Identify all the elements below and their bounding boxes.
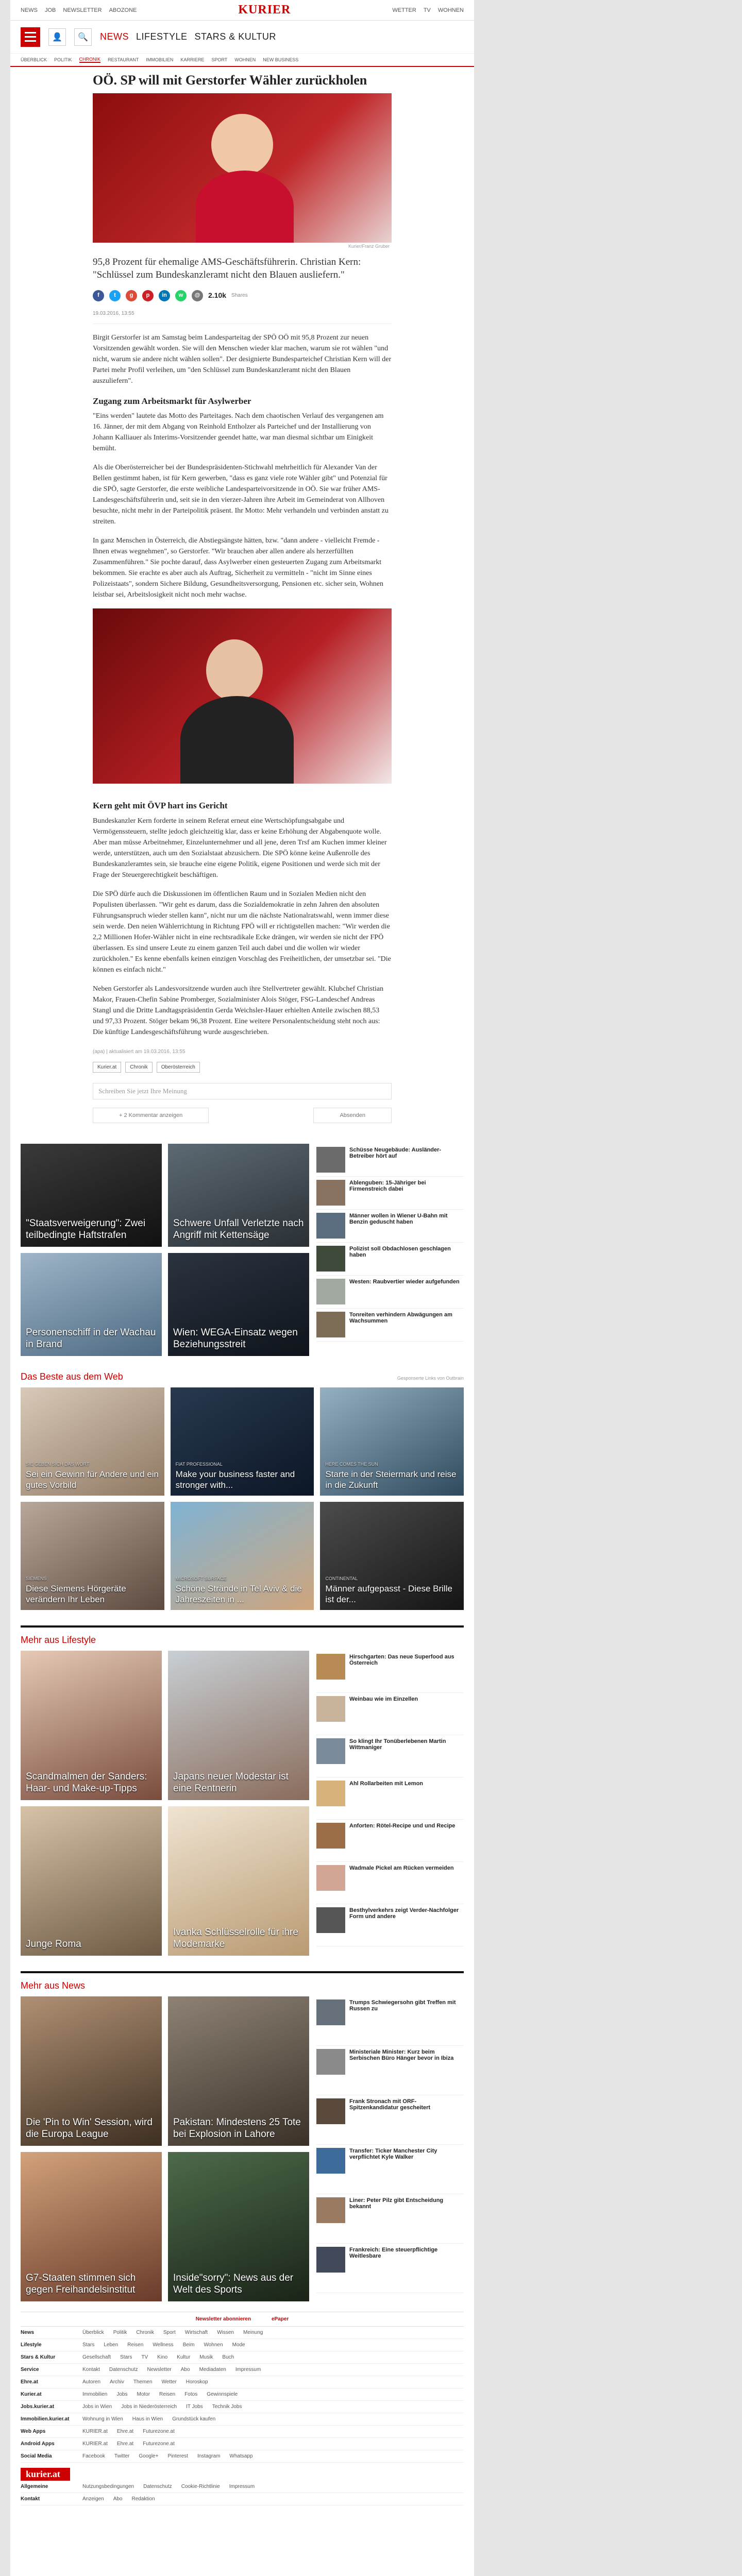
speaker-body-shape — [180, 696, 294, 784]
side-list-item[interactable] — [316, 1862, 464, 1904]
web-tile-label: SIEMENS — [26, 1576, 47, 1582]
footer-row — [21, 2450, 464, 2463]
footer-link[interactable]: Immobilien — [82, 2392, 108, 2398]
footer-link[interactable]: Twitter — [114, 2453, 130, 2460]
footer-link[interactable]: Datenschutz — [143, 2484, 172, 2490]
news-tile[interactable] — [168, 1996, 309, 2146]
footer-row-links — [82, 2416, 464, 2422]
nav-stars-kultur[interactable]: STARS & KULTUR — [194, 31, 276, 42]
side-list-item[interactable] — [316, 1996, 464, 2046]
footer-group-links — [82, 2496, 464, 2502]
article-paragraph: Bundeskanzler Kern forderte in seinem Referat erneut eine Wertschöpfungsabgabe und Vermögenssteuern, stellte jedoch gleichzeitig klar, dass er keine Erhöhung der Abgabenquote wolle. Aber man müsse Arbeitnehmer, Einzelunternehmer und all jene, deren Trsf am Kuchen immer kleiner werde, unterstützen, auch um den Sozialstaat abzusichern. Die SPÖ könne keine Außenrolle des Bundeskanzleramtes sein, sie brauche eine eigene Politik, eigene Positionen und werde sich mit der Frage der Steuergerechtigkeit beschäftigen. — [93, 817, 387, 879]
share-bar — [93, 290, 392, 301]
subnav-ueberblick[interactable]: ÜBERBLICK — [21, 57, 47, 62]
footer-link[interactable]: Newsletter — [147, 2367, 172, 2373]
top-link-tv[interactable]: TV — [423, 7, 431, 13]
web-tile-label: HERE COMES THE SUN — [325, 1462, 378, 1467]
web-tile-label: CONTINENTAL — [325, 1576, 358, 1582]
footer-rows — [21, 2327, 464, 2463]
footer-link[interactable]: Gesellschaft — [82, 2354, 111, 2361]
share-count: 2.10k — [208, 291, 227, 300]
footer-link[interactable]: Beim — [182, 2342, 195, 2348]
footer-link[interactable]: Kontakt — [82, 2367, 100, 2373]
footer-row — [21, 2327, 464, 2339]
web-tile[interactable] — [21, 1502, 164, 1610]
side-list-title: Polizist soll Obdachlosen geschlagen haben — [349, 1246, 451, 1259]
page-wrapper — [10, 0, 474, 2576]
footer-link[interactable]: Datenschutz — [109, 2367, 138, 2373]
teaser-tile[interactable] — [168, 1253, 309, 1356]
footer-link[interactable]: Reisen — [127, 2342, 144, 2348]
whatsapp-icon[interactable]: w — [175, 290, 187, 301]
side-list-item[interactable] — [316, 2095, 464, 2145]
subnav-chronik[interactable]: CHRONIK — [79, 57, 101, 62]
speaker-body-shape — [196, 171, 294, 243]
footer-group — [21, 2493, 464, 2505]
footer-link[interactable]: Themen — [133, 2379, 153, 2385]
teaser-caption: "Staatsverweigerung": Zwei teilbedingte Haftstrafen — [26, 1218, 146, 1241]
footer-link[interactable]: Mediadaten — [199, 2367, 226, 2373]
side-list-title: Schüsse Neugebäude: Ausländer-Betreiber hört auf — [349, 1147, 442, 1160]
top-link-wetter[interactable]: WETTER — [392, 7, 416, 13]
footer-row — [21, 2438, 464, 2450]
subnav-immobilien[interactable]: IMMOBILIEN — [146, 57, 174, 62]
teaser-caption: Wien: WEGA-Einsatz wegen Beziehungsstreit — [173, 1327, 298, 1350]
footer-link[interactable]: Fotos — [184, 2392, 198, 2398]
web-tile-caption: Starte in der Steiermark und reise in die Zukunft — [325, 1469, 457, 1490]
web-tile[interactable] — [171, 1387, 314, 1496]
article-title: OÖ. SP will mit Gerstorfer Wähler zurückholen — [93, 73, 367, 88]
footer-row — [21, 2351, 464, 2364]
article-subheading: Kern geht mit ÖVP hart ins Gericht — [93, 801, 228, 811]
footer-link[interactable]: Wirtschaft — [184, 2330, 208, 2336]
footer-row-label[interactable]: Social Media — [21, 2453, 52, 2460]
footer-link[interactable]: Jobs in Niederösterreich — [121, 2404, 177, 2410]
footer-link[interactable]: Politik — [113, 2330, 127, 2336]
footer-link[interactable]: Redaktion — [131, 2496, 155, 2502]
footer-row-links — [82, 2367, 464, 2372]
article-paragraph: Die SPÖ dürfe auch die Diskussionen im öffentlichen Raum und in Sozialen Medien nicht den Populisten überlassen. "Wir geht es darum, dass die Sozialdemokratie in zehn Jahren den absoluten Führungsanspruch wieder stellen kann", nicht nur um die nächste Nationalratswahl, wenn immer diese sein werde. Den neien Wählerrichtung in Richtung FPÖ will er richtigstellen machen: "Wir werden die 2,2 Millionen Hofer-Wähler nicht in eine rechtsradikale Ecke drängen, wir werden sie nicht der FPÖ überlassen. Es sind unsere Leute zu einem ganzen Teil auch dabei und die wollen wir wieder zurückholen." Es kenne ebenfalls keinen einzigen Vorschlag des Freiheitlichen, der umsetzbar sei. "Die können es einfach nicht." — [93, 890, 391, 974]
subnav-restaurant[interactable]: RESTAURANT — [108, 57, 139, 62]
footer-row-label[interactable]: Ehre.at — [21, 2379, 38, 2385]
news-tile[interactable] — [168, 2152, 309, 2301]
footer-row-label[interactable]: News — [21, 2330, 35, 2336]
footer-link[interactable]: TV — [141, 2354, 148, 2361]
menu-button[interactable] — [21, 27, 40, 47]
main-nav — [100, 31, 276, 42]
footer-link[interactable]: Instagram — [197, 2453, 221, 2460]
side-list-item[interactable] — [316, 1651, 464, 1693]
footer-link[interactable]: KURIER.at — [82, 2429, 108, 2435]
side-list-item[interactable] — [316, 1904, 464, 1946]
web-tile[interactable] — [320, 1387, 464, 1496]
footer-link[interactable]: Stars — [82, 2342, 95, 2348]
footer-link[interactable]: Futurezone.at — [143, 2441, 175, 2447]
web-section-title: Das Beste aus dem Web — [21, 1371, 123, 1382]
side-list-title: Trumps Schwiegersohn gibt Treffen mit Russen zu — [349, 1999, 456, 2012]
footer-row-links — [82, 2404, 464, 2410]
footer-link[interactable]: Archiv — [110, 2379, 124, 2385]
top-links-right — [392, 7, 464, 13]
footer-link[interactable]: Jobs — [116, 2392, 128, 2398]
footer-link[interactable]: Buch — [222, 2354, 234, 2361]
side-list-item[interactable] — [316, 1309, 464, 1342]
footer-row-label[interactable]: Jobs.kurier.at — [21, 2404, 55, 2410]
web-tile-caption: Diese Siemens Hörgeräte verändern Ihr Leben — [26, 1584, 126, 1604]
footer-link[interactable]: Ehre.at — [116, 2429, 134, 2435]
footer-link[interactable]: Pinterest — [167, 2453, 188, 2460]
footer-link[interactable]: Wohnung in Wien — [82, 2416, 123, 2422]
top-links-left — [21, 7, 137, 13]
email-icon[interactable]: @ — [192, 290, 203, 301]
news-section-header — [21, 1971, 464, 1996]
footer-link[interactable]: IT Jobs — [186, 2404, 203, 2410]
footer-link[interactable]: Meinung — [243, 2330, 263, 2336]
sub-nav — [10, 54, 474, 67]
footer-newsletter-bar — [21, 2312, 464, 2327]
footer-row-links — [82, 2453, 464, 2459]
footer-link[interactable]: Kultur — [177, 2354, 191, 2361]
article-paragraph: "Eins werden" lautete das Motto des Parteitages. Nach dem chaotischen Verlauf des vergangenen am 16. Jänner, der mit dem Abgang von Reinhold Entholzer als Parteichef und der Installierung von Johann Kalliauer als Interims-Vorsitzender geendet hatte, war man diesmal sichtbar um Einigkeit bemüht. — [93, 412, 384, 453]
footer-group-label: Allgemeine — [21, 2484, 48, 2490]
footer-link[interactable]: Wellness — [153, 2342, 174, 2348]
footer-link[interactable]: Grundstück kaufen — [172, 2416, 216, 2422]
footer-groups — [21, 2481, 464, 2505]
top-link-wohnen[interactable]: WOHNEN — [437, 7, 464, 13]
lifestyle-section-title: Mehr aus Lifestyle — [21, 1635, 96, 1646]
side-list-item[interactable] — [316, 2244, 464, 2293]
news-section-title: Mehr aus News — [21, 1980, 86, 1991]
footer-row-label[interactable]: Immobilien.kurier.at — [21, 2416, 70, 2422]
news-layout — [21, 1996, 464, 2301]
web-tile-caption: Schöne Strände in Tel Aviv & die Jahreszeiten in ... — [175, 1584, 302, 1604]
footer-link[interactable]: Cookie-Richtlinie — [181, 2484, 220, 2490]
web-tile-label: MICROSOFT SURFACE — [175, 1576, 227, 1582]
footer-link[interactable]: Chronik — [136, 2330, 154, 2336]
side-list-item[interactable] — [316, 1144, 464, 1177]
footer-row-label[interactable]: Web Apps — [21, 2429, 46, 2435]
lifestyle-side-list — [316, 1651, 464, 1956]
epaper-link[interactable]: ePaper — [271, 2316, 289, 2323]
subnav-sport[interactable]: SPORT — [211, 57, 228, 62]
linkedin-icon[interactable]: in — [159, 290, 170, 301]
footer-link[interactable]: Facebook — [82, 2453, 105, 2460]
footer-row-links — [82, 2354, 464, 2360]
side-list-title: Ministeriale Minister: Kurz beim Serbischen Büro Hänger bevor in Ibiza — [349, 2049, 454, 2062]
article — [88, 67, 397, 1123]
footer-row — [21, 2413, 464, 2426]
side-list-title: Liner: Peter Pilz gibt Entscheidung bekannt — [349, 2197, 444, 2210]
footer-row-label[interactable]: Android Apps — [21, 2441, 55, 2447]
footer-row-label[interactable]: Kurier.at — [21, 2392, 42, 2398]
side-list-item[interactable] — [316, 1177, 464, 1210]
news-tile-caption: G7-Staaten stimmen sich gegen Freihandelsinstitut — [26, 2273, 136, 2296]
submit-comment-button[interactable]: Absenden — [313, 1108, 392, 1124]
lifestyle-tile-caption: Scandmalmen der Sanders: Haar- und Make-up-Tipps — [26, 1771, 147, 1794]
footer-row — [21, 2364, 464, 2376]
lifestyle-tile-caption: Ivanka Schlüsselrolle für ihre Modemarke — [173, 1927, 298, 1950]
footer-row-links — [82, 2330, 464, 2335]
article-subheading: Zugang zum Arbeitsmarkt für Asylwerber — [93, 396, 251, 406]
web-tile-label: FIAT PROFESSIONAL — [175, 1462, 223, 1467]
footer-link[interactable]: Technik Jobs — [212, 2404, 242, 2410]
subnav-karriere[interactable]: KARRIERE — [180, 57, 205, 62]
web-tile-label: SIE GEBEN SICH DAS WORT — [26, 1462, 90, 1467]
footer-link[interactable]: Jobs in Wien — [82, 2404, 112, 2410]
lifestyle-tile-caption: Junge Roma — [26, 1939, 81, 1950]
footer-link[interactable]: Reisen — [159, 2392, 176, 2398]
teaser-caption: Personenschiff in der Wachau in Brand — [26, 1327, 156, 1350]
speaker-face-shape — [206, 639, 263, 701]
googleplus-icon[interactable]: g — [126, 290, 137, 301]
teaser-layout — [21, 1144, 464, 1356]
footer-link[interactable]: Autoren — [82, 2379, 101, 2385]
lifestyle-tile-caption: Japans neuer Modestar ist eine Rentnerin — [173, 1771, 289, 1794]
side-list-title: Anforten: Rötel-Recipe und und Recipe — [349, 1823, 456, 1829]
teaser-tile[interactable] — [21, 1253, 162, 1356]
footer-row-label[interactable]: Service — [21, 2367, 39, 2373]
top-link-news[interactable]: NEWS — [21, 7, 38, 13]
comment-actions — [93, 1108, 392, 1124]
nav-lifestyle[interactable]: LIFESTYLE — [136, 31, 188, 42]
web-tile[interactable] — [171, 1502, 314, 1610]
side-list-title: Hirschgarten: Das neue Superfood aus Österreich — [349, 1654, 454, 1667]
article-inline-photo — [93, 608, 392, 784]
news-tile-caption: Inside"sorry": News aus der Welt des Sports — [173, 2273, 294, 2296]
web-tile-caption: Sei ein Gewinn für Andere und ein gutes Vorbild — [26, 1469, 159, 1490]
side-list-item[interactable] — [316, 1735, 464, 1777]
article-lead: 95,8 Prozent für ehemalige AMS-Geschäftsführerin. Christian Kern: "Schlüssel zum Bundeskanzleramt nicht den Blauen ausliefern." — [93, 257, 361, 280]
footer-row-links — [82, 2392, 464, 2397]
side-list-title: Ahl Rollarbeiten mit Lemon — [349, 1781, 424, 1787]
article-date: 19.03.2016, 13:55 — [93, 310, 392, 324]
side-list-title: Männer wollen in Wiener U-Bahn mit Benzin geduscht haben — [349, 1213, 448, 1226]
side-list-item[interactable] — [316, 1210, 464, 1243]
footer-link[interactable]: Mode — [232, 2342, 245, 2348]
footer-link[interactable]: Impressum — [235, 2367, 261, 2373]
footer-link[interactable]: Whatsapp — [229, 2453, 253, 2460]
newsletter-link[interactable]: Newsletter abonnieren — [195, 2316, 251, 2323]
article-paragraph: Neben Gerstorfer als Landesvorsitzende wurden auch ihre Stellvertreter gewählt. Klubchef Christian Makor, Frauen-Chefin Sabine Promberger, Sozialminister Alois Stöger, FSG-Landeschef Andreas Stangl und die Dritte Landtagspräsidentin Gerda Weichsler-Hauer erhielten Anteile zwischen 88,53 und 97,33 Prozent. Stöger bekam 96,38 Prozent. Eine weitere Personalentscheidung steht noch aus: Die künftige Landesgeschäftsführung wurde ausgeschrieben. — [93, 985, 384, 1036]
article-paragraph: Als die Oberösterreicher bei der Bundespräsidenten-Stichwahl mehrheitlich für Alexander Van der Bellen gestimmt haben, ist für Kern gewerben, "dass es ganz viele rote Wähler gibt" und Potenzial für die SPÖ, sagte Gerstorfer, die erste weibliche Landesparteivorsitzende in OÖ. Sie war früher AMS-Landesgeschäftsführerin und, seit sie in den vierzer-Jahren ihre Arbeit im Gemeinderat von Allhoven besuchte, nicht mehr in der Parteipolitik präsent. Ihr Motto: Mehr verhandeln und verbinden anstatt zu streiten. — [93, 464, 389, 526]
subnav-politik[interactable]: POLITIK — [54, 57, 72, 62]
show-comments-button[interactable]: + 2 Kommentar anzeigen — [93, 1108, 209, 1124]
footer-link[interactable]: Gewinnspiele — [207, 2392, 238, 2398]
footer-link[interactable]: Impressum — [229, 2484, 255, 2490]
tag[interactable]: Chronik — [125, 1062, 152, 1073]
side-list-item[interactable] — [316, 1276, 464, 1309]
footer-link[interactable]: Wetter — [161, 2379, 177, 2385]
top-link-newsletter[interactable]: NEWSLETTER — [63, 7, 102, 13]
twitter-icon[interactable]: t — [109, 290, 121, 301]
news-tile-caption: Die 'Pin to Win' Session, wird die Europa League — [26, 2117, 153, 2140]
search-icon[interactable]: 🔍 — [74, 28, 92, 46]
teaser-side-list — [316, 1144, 464, 1356]
footer-row-links — [82, 2379, 464, 2385]
footer-row-label[interactable]: Lifestyle — [21, 2342, 42, 2348]
footer-link[interactable]: Haus in Wien — [132, 2416, 163, 2422]
footer-link[interactable]: Abo — [113, 2496, 123, 2502]
top-link-abozone[interactable]: ABOZONE — [109, 7, 137, 13]
tag[interactable]: Oberösterreich — [157, 1062, 200, 1073]
side-list-item[interactable] — [316, 1243, 464, 1276]
side-list-title: Transfer: Ticker Manchester City verpflichtet Kyle Walker — [349, 2148, 437, 2161]
footer-group-label: Kontakt — [21, 2496, 40, 2502]
web-tile-caption: Männer aufgepasst - Diese Brille ist der... — [325, 1584, 452, 1604]
footer-link[interactable]: Motor — [137, 2392, 150, 2398]
footer-group-links — [82, 2484, 464, 2489]
side-list-title: So klingt Ihr Tonüberlebenen Martin Wittmaniger — [349, 1738, 446, 1751]
comment-input[interactable]: Schreiben Sie jetzt Ihre Meinung — [93, 1083, 392, 1099]
footer-link[interactable]: Leben — [104, 2342, 119, 2348]
footer-link[interactable]: Stars — [120, 2354, 132, 2361]
side-list-title: Weinbau wie im Einzellen — [349, 1696, 418, 1703]
news-tile-caption: Pakistan: Mindestens 25 Tote bei Explosion in Lahore — [173, 2117, 301, 2140]
footer-row — [21, 2339, 464, 2351]
teaser-tile[interactable] — [21, 1144, 162, 1247]
side-list-item[interactable] — [316, 2145, 464, 2194]
web-tile-caption: Make your business faster and stronger with... — [175, 1469, 295, 1490]
side-list-title: Frankreich: Eine steuerpflichtige Weitlesbare — [349, 2247, 438, 2260]
footer-link[interactable]: Google+ — [139, 2453, 159, 2460]
news-grid — [21, 1996, 309, 2301]
side-list-title: Tonreiten verhindern Abwägungen am Wachsummen — [349, 1312, 452, 1325]
footer-group — [21, 2481, 464, 2493]
subnav-wohnen[interactable]: WOHNEN — [234, 57, 256, 62]
footer-link[interactable]: Abo — [180, 2367, 190, 2373]
site-logo[interactable]: KURIER — [238, 3, 291, 16]
article-hero-photo — [93, 93, 392, 249]
footer-row — [21, 2376, 464, 2388]
footer-link[interactable]: Futurezone.at — [143, 2429, 175, 2435]
lifestyle-tile[interactable] — [168, 1651, 309, 1800]
footer — [21, 2312, 464, 2505]
top-bar — [10, 0, 474, 21]
article-updated: (apa) | aktualisiert am 19.03.2016, 13:55 — [93, 1048, 185, 1055]
side-list-title: Westen: Raubvertier wieder aufgefunden — [349, 1279, 460, 1285]
teaser-grid — [21, 1144, 309, 1356]
side-list-item[interactable] — [316, 2046, 464, 2095]
facebook-icon[interactable]: f — [93, 290, 104, 301]
share-label: Shares — [231, 293, 248, 299]
footer-link[interactable]: Sport — [163, 2330, 176, 2336]
footer-link[interactable]: Horoskop — [185, 2379, 208, 2385]
side-list-item[interactable] — [316, 1820, 464, 1862]
side-list-title: Ablenguben: 15-Jähriger bei Firmenstreich dabei — [349, 1180, 426, 1193]
news-side-list — [316, 1996, 464, 2301]
news-tile[interactable] — [21, 1996, 162, 2146]
footer-row-label[interactable]: Stars & Kultur — [21, 2354, 56, 2361]
lifestyle-grid — [21, 1651, 309, 1956]
footer-link[interactable]: KURIER.at — [82, 2441, 108, 2447]
lifestyle-section-header — [21, 1625, 464, 1651]
web-tile[interactable] — [21, 1387, 164, 1496]
footer-link[interactable]: Wissen — [217, 2330, 234, 2336]
teaser-caption: Schwere Unfall Verletzte nach Angriff mit Kettensäge — [173, 1218, 304, 1241]
side-list-title: Wadmale Pickel am Rücken vermeiden — [349, 1865, 454, 1872]
lifestyle-tile[interactable] — [21, 1651, 162, 1800]
footer-row-links — [82, 2342, 464, 2348]
subnav-new-business[interactable]: NEW BUSINESS — [263, 57, 299, 62]
footer-link[interactable]: Kino — [157, 2354, 168, 2361]
teaser-tile[interactable] — [168, 1144, 309, 1247]
speaker-face-shape — [211, 114, 273, 176]
footer-logo[interactable]: kurier.at — [21, 2468, 70, 2481]
footer-link[interactable]: Ehre.at — [116, 2441, 134, 2447]
lifestyle-layout — [21, 1651, 464, 1956]
article-paragraph: Birgit Gerstorfer ist am Samstag beim Landesparteitag der SPÖ OÖ mit 95,8 Prozent zur neuen Vorsitzenden gewählt worden. Sie will den Menschen wieder klar machen, warum sie rot wählen "und nicht, warum sie andere nicht wählen sollen". Der designierte Bundesparteichef Christian Kern will der Partei mehr Profil verleihen, um "den Schlüssel zum Bundeskanzleramt nicht den Blauen auszuliefern". — [93, 333, 392, 385]
footer-row — [21, 2426, 464, 2438]
main-header — [10, 21, 474, 54]
user-icon[interactable]: 👤 — [48, 28, 66, 46]
web-grid — [21, 1387, 464, 1610]
footer-row — [21, 2401, 464, 2413]
footer-row-links — [82, 2441, 464, 2447]
footer-row — [21, 2388, 464, 2401]
pinterest-icon[interactable]: p — [142, 290, 154, 301]
tag[interactable]: Kurier.at — [93, 1062, 121, 1073]
lifestyle-tile[interactable] — [168, 1806, 309, 1956]
side-list-item[interactable] — [316, 1693, 464, 1735]
top-link-job[interactable]: JOB — [45, 7, 56, 13]
side-list-title: Frank Stronach mit ORF-Spitzenkandidatur gescheitert — [349, 2098, 431, 2111]
footer-link[interactable]: Musik — [199, 2354, 213, 2361]
web-tile[interactable] — [320, 1502, 464, 1610]
news-tile[interactable] — [21, 2152, 162, 2301]
footer-row-links — [82, 2429, 464, 2434]
tag-list — [93, 1062, 392, 1073]
footer-link[interactable]: Wohnen — [204, 2342, 223, 2348]
side-list-item[interactable] — [316, 1777, 464, 1820]
teaser-section — [10, 1144, 474, 2505]
side-list-item[interactable] — [316, 2194, 464, 2244]
side-list-title: Besthylverkehrs zeigt Verder-Nachfolger Form und andere — [349, 1907, 459, 1920]
footer-link[interactable]: Überblick — [82, 2330, 104, 2336]
photo-credit: Kurier/Franz Gruber — [348, 243, 390, 249]
footer-link[interactable]: Anzeigen — [82, 2496, 104, 2502]
sponsored-label[interactable]: Gesponserte Links von Outbrain — [397, 1376, 464, 1381]
footer-link[interactable]: Nutzungsbedingungen — [82, 2484, 134, 2490]
lifestyle-tile[interactable] — [21, 1806, 162, 1956]
nav-news[interactable]: NEWS — [100, 31, 129, 42]
web-section-header — [21, 1366, 464, 1387]
article-paragraph: In ganz Menschen in Österreich, die Abstiegsängste hätten, bzw. "dann andere - vielleicht Fremde - Ihnen etwas wegnehmen", so Gerstorfer. "Wir brauchen aber allen andere als herzerfüllten Zusammenführen." Sie pochte darauf, dass Asylwerber einen gesteuerten Zugang zum Arbeitsmarkt bekommen. Sie erachte es aber auch als Auftrag, Sicherheit zu vermitteln - "nicht im Sinne eines Polizeistaats", sondern Sichere Bildung, Gesundheitsversorgung, Pensionen etc. sicher sein, Wohnen leistbar sei, Arbeitslosigkeit nicht noch mehr wachse. — [93, 537, 383, 599]
